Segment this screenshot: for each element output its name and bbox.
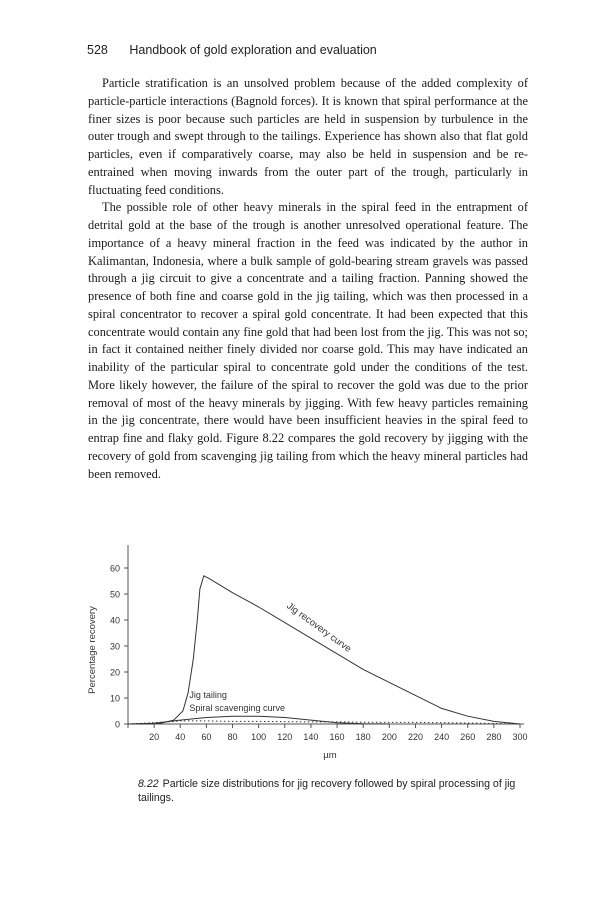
x-tick-label: 240: [434, 732, 450, 742]
recovery-chart: [0, 535, 600, 765]
x-tick-label: 280: [486, 732, 502, 742]
body-text: [88, 75, 528, 483]
x-tick-label: 180: [355, 732, 371, 742]
x-tick-label: 300: [512, 732, 528, 742]
page-number: 528: [87, 43, 108, 57]
x-tick-label: 40: [175, 732, 186, 742]
x-tick-label: 60: [201, 732, 212, 742]
figure-caption: [138, 777, 538, 805]
running-header: [87, 43, 377, 57]
x-axis-title: µm: [323, 750, 337, 761]
x-tick-label: 80: [227, 732, 238, 742]
y-axis-title: Percentage recovery: [87, 606, 98, 694]
annotation-jig-recovery-curve: Jig recovery curve: [284, 600, 354, 655]
series-line-spiral-scavenging-curve: [128, 716, 389, 724]
x-tick-label: 220: [407, 732, 423, 742]
caption-text: Particle size distributions for jig recovery followed by spiral processing of jig tailings.: [138, 778, 516, 804]
figure-8-22: [0, 535, 600, 765]
y-tick-label: 0: [114, 719, 120, 730]
y-tick-label: 50: [109, 589, 120, 600]
x-tick-label: 140: [303, 732, 319, 742]
x-tick-label: 100: [251, 732, 267, 742]
figure-number: 8.22: [138, 778, 159, 790]
y-tick-label: 60: [109, 563, 120, 574]
chart-series: [128, 576, 520, 724]
annotation-jig-tailing: Jig tailing: [189, 690, 227, 700]
paragraph-1: Particle stratification is an unsolved problem because of the added complexity of particle-particle interactions (Bagnold forces). It is known that spiral performance at the finer sizes is poor because such particles are held in suspension by turbulence in the outer trough and swept through to the tailings. Experience has shown also that flat gold particles, even if comparatively coarse, may also be held in suspension and be re-entrained when moving inwards from the outer part of the trough, particularly in fluctuating feed conditions.: [88, 76, 528, 197]
running-title: Handbook of gold exploration and evaluation: [129, 43, 377, 57]
x-tick-label: 20: [149, 732, 160, 742]
x-tick-label: 160: [329, 732, 345, 742]
y-tick-label: 20: [109, 667, 120, 678]
x-tick-label: 200: [381, 732, 397, 742]
x-tick-label: 260: [460, 732, 476, 742]
series-line-jig-recovery-curve: [128, 576, 520, 724]
y-tick-label: 10: [109, 693, 120, 704]
paragraph-2: The possible role of other heavy minerals in the spiral feed in the entrapment of detrital gold at the base of the trough is another unresolved operational feature. The importance of a heavy mineral fraction in the feed was indicated by the author in Kalimantan, Indonesia, where a bulk sample of gold-bearing stream gravels was passed through a jig circuit to give a concentrate and a tailing fraction. Panning showed the presence of both fine and coarse gold in the jig tailing, which was then processed in a spiral concentrator to recover a spiral gold concentrate. It had been expected that this concentrate would contain any fine gold that had been lost from the jig. This was not so; in fact it contained neither finely divided nor coarse gold. This may have indicated an inability of the particular spiral to concentrate gold under the conditions of the test. More likely however, the failure of the spiral to recover the gold was due to the prior removal of most of the heavy minerals by jigging. With few heavy particles remaining in the jig concentrate, there would have been insufficient heavies in the spiral feed to entrap fine and flaky gold. Figure 8.22 compares the gold recovery by jigging with the recovery of gold from scavenging jig tailing from which the heavy mineral particles had been removed.: [88, 200, 528, 481]
x-tick-label: 120: [277, 732, 293, 742]
y-tick-label: 30: [109, 641, 120, 652]
annotation-spiral-scavenging-curve: Spiral scavenging curve: [189, 703, 285, 713]
y-tick-label: 40: [109, 615, 120, 626]
